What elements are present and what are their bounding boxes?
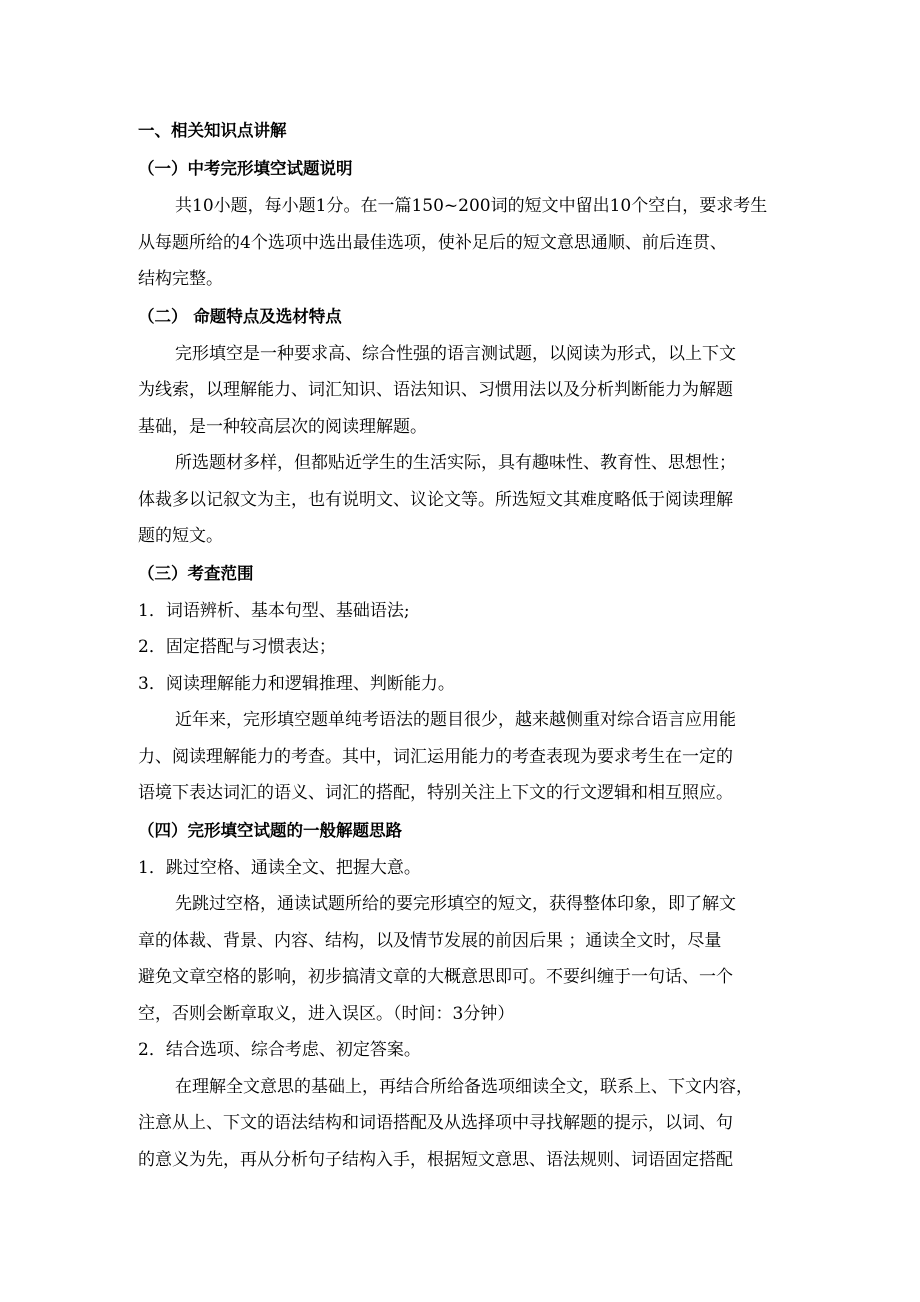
text-line: 先跳过空格，通读试题所给的要完形填空的短文，获得整体印象，即了解文 — [175, 894, 736, 914]
text-line: 语境下表达词汇的语义、词汇的搭配，特别关注上下文的行文逻辑和相互照应。 — [138, 783, 733, 803]
text-line: 力、阅读理解能力的考查。其中，词汇运用能力的考查表现为要求考生在一定的 — [138, 746, 733, 767]
text-line: 完形填空是一种要求高、综合性强的语言测试题，以阅读为形式，以上下文 — [175, 343, 736, 364]
text-line: 为线索，以理解能力、词汇知识、语法知识、习惯用法以及分析判断能力为解题 — [138, 380, 733, 400]
list-item: 2．结合选项、综合考虑、初定答案。 — [138, 1040, 421, 1060]
text-line: 结构完整。 — [138, 269, 223, 289]
text-line: 题的短文。 — [138, 526, 223, 546]
text-line: 所选题材多样，但都贴近学生的生活实际，具有趣味性、教育性、思想性； — [175, 453, 736, 473]
text-line: 体裁多以记叙文为主，也有说明文、议论文等。所选短文其难度略低于阅读理解 — [138, 489, 733, 510]
text-line: 空，否则会断章取义，进入误区。（时间：3分钟） — [138, 1003, 515, 1024]
paragraph — [138, 702, 788, 812]
paragraph — [138, 445, 788, 555]
paragraph — [138, 188, 788, 298]
paragraph — [138, 1069, 788, 1179]
list-item: 3．阅读理解能力和逻辑推理、判断能力。 — [138, 673, 455, 694]
list-item: 2．固定搭配与习惯表达； — [138, 637, 336, 657]
text-line: 共10小题，每小题1分。在一篇150~200词的短文中留出10个空白，要求考生 — [175, 196, 768, 216]
text-line: 从每题所给的4个选项中选出最佳选项，使补足后的短文意思通顺、前后连贯、 — [138, 232, 727, 253]
text-line: 基础，是一种较高层次的阅读理解题。 — [138, 416, 427, 437]
list-item: 1．跳过空格、通读全文、把握大意。 — [138, 857, 421, 878]
document-page — [138, 112, 788, 1178]
paragraph — [138, 336, 788, 446]
text-line: 在理解全文意思的基础上，再结合所给备选项细读全文，联系上、下文内容， — [175, 1076, 753, 1097]
text-line: 的意义为先，再从分析句子结构入手，根据短文意思、语法规则、词语固定搭配 — [138, 1149, 733, 1170]
subsection-title: （一）中考完形填空试题说明 — [138, 159, 353, 178]
subsection-title: （二） 命题特点及选材特点 — [138, 306, 342, 326]
text-line: 近年来，完形填空题单纯考语法的题目很少，越来越侧重对综合语言应用能 — [175, 710, 736, 730]
subsection-title: （四）完形填空试题的一般解题思路 — [138, 820, 402, 840]
text-line: 章的体裁、背景、内容、结构，以及情节发展的前因后果 ；通读全文时，尽量 — [138, 930, 722, 951]
paragraph — [138, 886, 788, 1032]
list — [138, 593, 788, 703]
text-line: 避免文章空格的影响，初步搞清文章的大概意思即可。不要纠缠于一句话、一个 — [138, 967, 733, 987]
subsection-title: （三）考查范围 — [138, 563, 254, 583]
list-item: 1．词语辨析、基本句型、基础语法; — [138, 600, 410, 621]
section-title: 一、相关知识点讲解 — [138, 121, 287, 140]
text-line: 注意从上、下文的语法结构和词语搭配及从选择项中寻找解题的提示，以词、句 — [138, 1113, 733, 1133]
